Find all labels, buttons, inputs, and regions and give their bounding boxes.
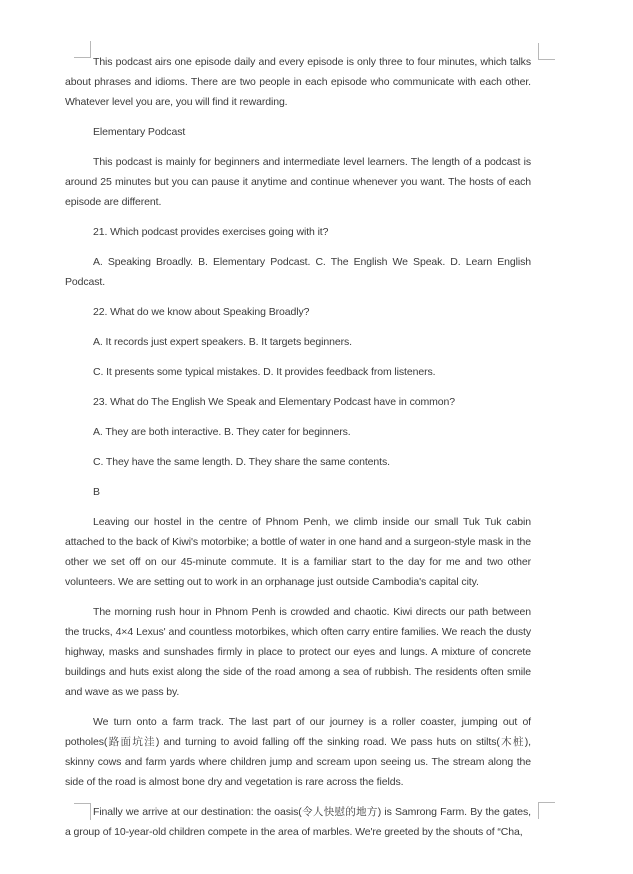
passage-b-paragraph-4: Finally we arrive at our destination: the oasis(令人快慰的地方) is Samrong Farm. By the gates, a group of 10-year-old children compete in the area of marbles. We're greeted by the shouts of “Cha,: [65, 806, 531, 838]
podcast-intro-paragraph: This podcast airs one episode daily and every episode is only three to four minutes, which talks about phrases and idioms. There are two people in each episode who communicate with each other. Whatever level you are, you will find it rewarding.: [65, 56, 531, 108]
crop-mark-bottom-right-icon: [538, 802, 555, 819]
crop-mark-top-right-icon: [538, 43, 555, 60]
elementary-podcast-paragraph: This podcast is mainly for beginners and intermediate level learners. The length of a podcast is around 25 minutes but you can pause it anytime and continue whenever you want. The hosts of each episode are different.: [65, 156, 531, 208]
question-22-options-cd: C. It presents some typical mistakes. D. It provides feedback from listeners.: [93, 366, 436, 378]
question-21-options: A. Speaking Broadly. B. Elementary Podcast. C. The English We Speak. D. Learn English Podcast.: [65, 256, 531, 288]
passage-b-paragraph-2: The morning rush hour in Phnom Penh is crowded and chaotic. Kiwi directs our path between the trucks, 4×4 Lexus' and countless motorbikes, which often carry entire families. We reach the dusty highway, masks and sunshades firmly in place to protect our eyes and lungs. A mixture of concrete buildings and huts exist along the side of the road among a sea of rubbish. The residents often smile and wave as we pass by.: [65, 606, 531, 698]
question-23-options-cd: C. They have the same length. D. They share the same contents.: [93, 456, 390, 468]
question-21: 21. Which podcast provides exercises going with it?: [93, 226, 329, 238]
question-22: 22. What do we know about Speaking Broadly?: [93, 306, 310, 318]
document-body: [65, 52, 531, 852]
passage-b-paragraph-3: We turn onto a farm track. The last part of our journey is a roller coaster, jumping out of potholes(路面坑洼) and turning to avoid falling off the sinking road. We pass huts on stilts(木桩), skinny cows and farm yards where children jump and scream upon seeing us. The stream along the side of the road is almost bone dry and vegetation is rare across the fields.: [65, 716, 531, 788]
question-23-options-ab: A. They are both interactive. B. They cater for beginners.: [93, 426, 351, 438]
section-b-heading: B: [93, 486, 100, 498]
question-23: 23. What do The English We Speak and Elementary Podcast have in common?: [93, 396, 455, 408]
passage-b-paragraph-1: Leaving our hostel in the centre of Phnom Penh, we climb inside our small Tuk Tuk cabin attached to the back of Kiwi's motorbike; a bottle of water in one hand and a surgeon-style mask in the other we set off on our 45-minute commute. It is a familiar start to the day for me and two other volunteers. We are setting out to work in an orphanage just outside Cambodia's capital city.: [65, 516, 531, 588]
heading-elementary-podcast: Elementary Podcast: [93, 126, 186, 138]
question-22-options-ab: A. It records just expert speakers. B. It targets beginners.: [93, 336, 352, 348]
